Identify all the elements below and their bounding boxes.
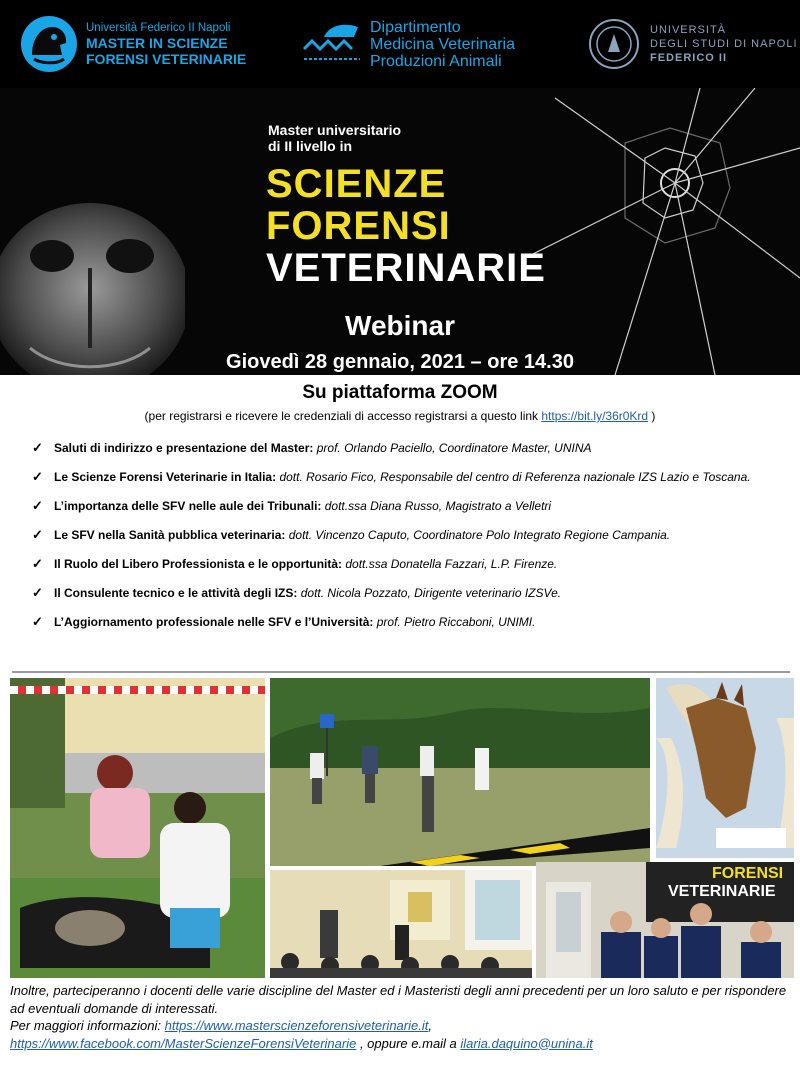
hero-title-1: SCIENZE: [266, 162, 447, 206]
registration-link[interactable]: https://bit.ly/36r0Krd: [541, 409, 649, 423]
universita-logo: [588, 12, 798, 76]
registration-note: [0, 409, 800, 423]
banner-text-1: FORENSI: [712, 865, 784, 882]
photo-outdoor-training: [270, 678, 650, 866]
footer-email-label: , oppure e.mail a: [356, 1035, 461, 1051]
checkmark-icon: ✓: [32, 527, 43, 542]
registration-note-end: ): [648, 409, 656, 423]
checkmark-icon: ✓: [32, 585, 43, 600]
checkmark-icon: ✓: [32, 614, 43, 629]
photo-field-exam: [10, 678, 265, 978]
hero-subtitle-1: Master universitario: [268, 122, 402, 138]
agenda-speaker: dott. Vincenzo Caputo, Coordinatore Polo Integrato Regione Campania.: [288, 528, 671, 542]
dipartimento-logo: [300, 12, 515, 76]
agenda-item: [32, 523, 777, 547]
platform-title: Su piattaforma ZOOM: [302, 382, 498, 403]
footer-comma: ,: [428, 1018, 432, 1033]
agenda-speaker: dott. Rosario Fico, Responsabile del centro di Referenza nazionale IZS Lazio e Toscana.: [279, 470, 751, 484]
agenda-topic: Le SFV nella Sanità pubblica veterinaria:: [54, 528, 286, 542]
hero-subtitle: [268, 122, 401, 154]
footer-line1: Inoltre, parteciperanno i docenti delle varie discipline del Master ed i Masteristi degli anni precedenti per un loro saluto e per rispondere ad eventuali domande di interessati.: [10, 983, 787, 1016]
photo-ceremony: [536, 862, 794, 978]
hero-title-3: VETERINARIE: [266, 246, 546, 290]
agenda-item: [32, 552, 777, 576]
master-logo-line1: Università Federico II Napoli: [86, 22, 231, 34]
university-seal-icon: [588, 18, 640, 70]
hero-banner: [0, 88, 800, 375]
checkmark-icon: ✓: [32, 440, 43, 455]
checkmark-icon: ✓: [32, 498, 43, 513]
event-date: Giovedì 28 gennaio, 2021 – ore 14.30: [226, 351, 574, 373]
agenda-item: [32, 465, 777, 489]
agenda-topic: L’Aggiornamento professionale nelle SFV e l’Università:: [54, 615, 374, 629]
agenda-topic: Le Scienze Forensi Veterinarie in Italia:: [54, 470, 277, 484]
photo-wolf-specimen: [656, 678, 794, 858]
agenda-topic: Saluti di indirizzo e presentazione del Master:: [54, 441, 314, 455]
checkmark-icon: ✓: [32, 469, 43, 484]
footer-info: [10, 982, 795, 1052]
facebook-link[interactable]: https://www.facebook.com/MasterScienzeForensiVeterinarie: [10, 1035, 357, 1051]
hero-title-2: FORENSI: [266, 204, 451, 248]
agenda-list: [32, 436, 777, 639]
logo-bar: [0, 0, 800, 88]
agenda-topic: Il Consulente tecnico e le attività degli IZS:: [54, 586, 298, 600]
banner-text-2: VETERINARIE: [668, 883, 776, 900]
photo-classroom: [270, 870, 532, 978]
registration-note-text: (per registrarsi e ricevere le credenziali di accesso registrarsi a questo link: [144, 409, 542, 423]
agenda-topic: Il Ruolo del Libero Professionista e le opportunità:: [54, 557, 343, 571]
master-logo: [20, 12, 246, 76]
agenda-item: [32, 581, 777, 605]
checkmark-icon: ✓: [32, 556, 43, 571]
animal-wave-icon: [300, 19, 364, 69]
footer-info-label: Per maggiori informazioni:: [10, 1018, 165, 1033]
email-link[interactable]: ilaria.daquino@unina.it: [460, 1035, 593, 1051]
dipartimento-line3: Produzioni Animali: [370, 52, 502, 70]
agenda-speaker: prof. Pietro Riccaboni, UNIMI.: [376, 615, 536, 629]
agenda-item: [32, 610, 777, 634]
agenda-item: [32, 436, 777, 460]
hero-subtitle-2: di II livello in: [268, 138, 353, 154]
universita-line2: DEGLI STUDI DI NAPOLI: [650, 38, 798, 50]
agenda-speaker: dott.ssa Donatella Fazzari, L.P. Firenze.: [345, 557, 558, 571]
dog-nose-image: [0, 198, 185, 375]
agenda-speaker: prof. Orlando Paciello, Coordinatore Master, UNINA: [316, 441, 592, 455]
universita-line1: UNIVERSITÀ: [650, 24, 727, 36]
master-logo-line2: MASTER IN SCIENZE: [86, 35, 228, 51]
agenda-topic: L’importanza delle SFV nelle aule dei Tribunali:: [54, 499, 322, 513]
section-divider: [12, 671, 790, 673]
master-logo-line3: FORENSI VETERINARIE: [86, 51, 247, 67]
universita-line3: FEDERICO II: [650, 52, 728, 64]
dog-emblem-icon: [20, 15, 78, 73]
dipartimento-line2: Medicina Veterinaria: [370, 35, 515, 53]
agenda-speaker: dott.ssa Diana Russo, Magistrato a Velletri: [324, 499, 552, 513]
website-link[interactable]: https://www.masterscienzeforensiveterinarie.it: [164, 1018, 429, 1033]
agenda-speaker: dott. Nicola Pozzato, Dirigente veterinario IZSVe.: [300, 586, 562, 600]
agenda-item: [32, 494, 777, 518]
dipartimento-line1: Dipartimento: [370, 18, 461, 36]
webinar-heading: Webinar: [345, 310, 455, 341]
